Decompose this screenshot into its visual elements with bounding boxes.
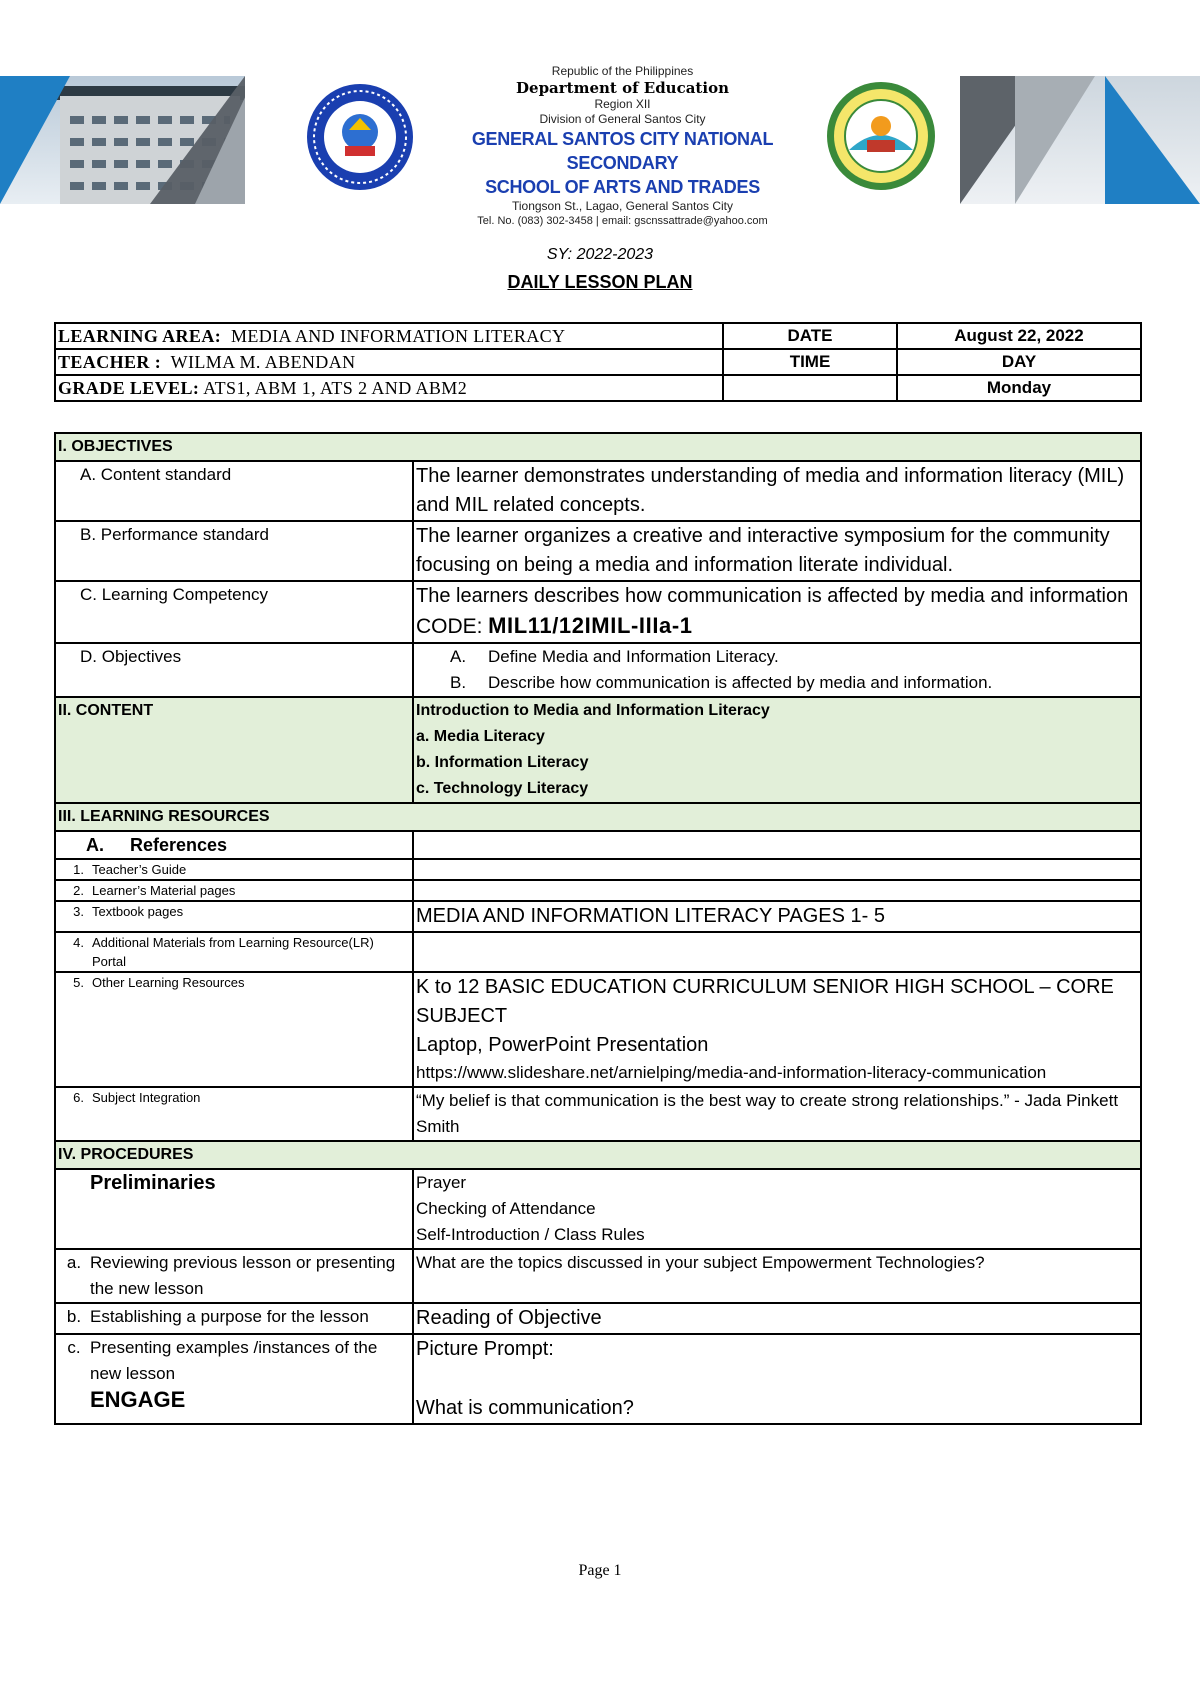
resource-label: 5. Other Learning Resources [55,972,413,1087]
table-row [55,880,1141,901]
table-row [55,901,1141,932]
list-item: A. Define Media and Information Literacy. [450,647,779,666]
subject-integration-value: “My belief is that communication is the best way to create strong relationships.” - Jada Pinkett Smith [413,1087,1141,1141]
resource-value [413,880,1141,901]
objectives-list [413,643,1141,697]
procedure-b-label: b. Establishing a purpose for the lesson [55,1303,413,1334]
table-row [55,1249,1141,1303]
day-value: Monday [897,375,1141,401]
references-value [413,831,1141,859]
resource-value: MEDIA AND INFORMATION LITERACY PAGES 1- 5 [413,901,1141,932]
letterhead [420,64,825,229]
resource-value [413,859,1141,880]
objectives-label: D. Objectives [55,643,413,697]
list-item: a. Media Literacy [416,728,545,745]
list-item: B. Describe how communication is affected by media and information. [450,673,993,692]
procedure-a-value: What are the topics discussed in your subject Empowerment Technologies? [413,1249,1141,1303]
school-name-line1: GENERAL SANTOS CITY NATIONAL SECONDARY [471,129,774,173]
list-item: c. Technology Literacy [416,780,589,797]
list-item: Introduction to Media and Information Literacy [416,702,770,719]
list-item: b. Information Literacy [416,754,589,771]
table-row [55,581,1141,643]
performance-standard-value: The learner organizes a creative and interactive symposium for the community focusing on being a media and information literate individual. [413,521,1141,581]
school-name-line2: SCHOOL OF ARTS AND TRADES [485,177,760,197]
picture-prompt: Picture Prompt: [416,1338,554,1360]
procedures-heading: IV. PROCEDURES [55,1141,1141,1169]
content-heading: II. CONTENT [55,697,413,803]
code-label: CODE: [416,615,483,638]
school-seal-logo [305,82,415,192]
objectives-heading: I. OBJECTIVES [55,433,1141,461]
resource-value [413,932,1141,972]
procedure-b-value: Reading of Objective [413,1303,1141,1334]
table-row [55,521,1141,581]
school-year: SY: 2022-2023 [546,246,654,263]
date-value: August 22, 2022 [897,323,1141,349]
division-seal-logo [825,80,937,192]
header-table [54,322,1142,402]
preliminaries-label: Preliminaries [55,1169,413,1249]
day-label: DAY [897,349,1141,375]
resource-label: 6. Subject Integration [55,1087,413,1141]
list-item: Laptop, PowerPoint Presentation [416,1034,709,1056]
list-item: K to 12 BASIC EDUCATION CURRICULUM SENIOR HIGH SCHOOL – CORE SUBJECT [416,976,1114,1027]
competency-code: MIL11/12IMIL-IIIa-1 [488,613,693,638]
table-row [55,932,1141,972]
table-row [55,1303,1141,1334]
other-resources-value [413,972,1141,1087]
list-item: Checking of Attendance [416,1199,596,1218]
division-line: Division of General Santos City [539,112,706,126]
time-value [723,375,897,401]
table-row [55,972,1141,1087]
table-row [55,859,1141,880]
republic-line: Republic of the Philippines [551,64,694,78]
page-number: Page 1 [578,1562,622,1579]
region-line: Region XII [594,97,651,111]
time-label: TIME [723,349,897,375]
preliminaries-list [413,1169,1141,1249]
list-item: Prayer [416,1173,467,1192]
department-line: Department of Education [516,79,729,97]
resource-label: 2. Learner’s Material pages [55,880,413,901]
right-banner-graphic [960,76,1200,204]
resources-heading: III. LEARNING RESOURCES [55,803,1141,831]
resource-label: 3. Textbook pages [55,901,413,932]
content-standard-label: A. Content standard [55,461,413,521]
address-line: Tiongson St., Lagao, General Santos City [511,199,733,213]
resource-label: 1. Teacher’s Guide [55,859,413,880]
lesson-plan-table [54,432,1142,1425]
table-row [55,461,1141,521]
table-row [55,1169,1141,1249]
table-row [55,1334,1141,1424]
date-label: DATE [723,323,897,349]
content-list [413,697,1141,803]
grade-level-cell: GRADE LEVEL: ATS1, ABM 1, ATS 2 AND ABM2 [55,375,723,401]
learning-area-cell: LEARNING AREA: MEDIA AND INFORMATION LITERACY [55,323,723,349]
competency-label: C. Learning Competency [55,581,413,643]
communication-question: What is communication? [416,1397,634,1419]
performance-standard-label: B. Performance standard [55,521,413,581]
resource-label: 4. Additional Materials from Learning Resource(LR) Portal [55,932,413,972]
table-row [55,1087,1141,1141]
engage-label: ENGAGE [90,1387,186,1412]
table-row [55,643,1141,697]
content-standard-value: The learner demonstrates understanding of media and information literacy (MIL) and MIL related concepts. [413,461,1141,521]
table-row [55,831,1141,859]
procedure-c-value [413,1334,1141,1424]
list-item: Self-Introduction / Class Rules [416,1225,645,1244]
procedure-c-label: c. Presenting examples /instances of the new lesson ENGAGE [55,1334,413,1424]
competency-cell [413,581,1141,643]
contact-line: Tel. No. (083) 302-3458 | email: gscnssattrade@yahoo.com [477,215,768,227]
procedure-a-label: a. Reviewing previous lesson or presenting the new lesson [55,1249,413,1303]
competency-value: The learners describes how communication is affected by media and information [416,585,1129,607]
school-building-photo [0,76,245,204]
teacher-cell: TEACHER : WILMA M. ABENDAN [55,349,723,375]
references-label: A. References [55,831,413,859]
resource-link[interactable]: https://www.slideshare.net/arnielping/media-and-information-literacy-communication [416,1063,1047,1082]
document-title: DAILY LESSON PLAN [507,272,693,292]
